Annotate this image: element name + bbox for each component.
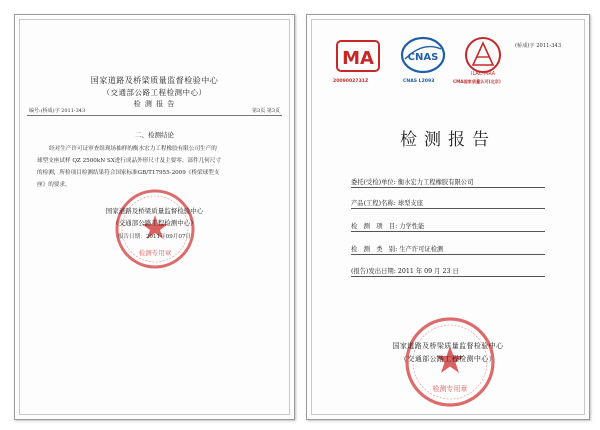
cnas-label: CNAS — [407, 52, 439, 63]
field-test-type — [351, 244, 443, 253]
cma-label: MA — [342, 48, 374, 69]
report-conclusion-page — [14, 14, 295, 420]
conclusion-line: 座》的要求。 — [37, 182, 71, 188]
cma-number: 2009002731Z — [333, 79, 369, 84]
field-value: 力学性能 — [399, 223, 425, 230]
conclusion-line: 球型支座试样 QZ 2500kN SX进行成品外形尺寸及主要零、部件几何尺寸 — [37, 158, 221, 164]
doc-title: 检 测 报 告 — [133, 100, 176, 108]
cnas-number: CNAS L2093 — [403, 79, 435, 84]
field-underline — [351, 276, 545, 277]
field-label: 检 测 项 目: — [351, 223, 398, 230]
report-cover-page — [306, 14, 590, 420]
field-label: (报告)发出日期: — [351, 268, 396, 275]
field-client — [351, 177, 473, 186]
field-value: 2011 年 09 月 23 日 — [397, 268, 459, 275]
field-test-item — [351, 221, 424, 230]
org-subtitle: （交通部公路工程检测中心） — [102, 88, 207, 97]
header-rule — [27, 115, 282, 116]
field-underline — [351, 254, 545, 255]
official-seal — [113, 187, 197, 271]
seal-text: 检测专用章 — [432, 385, 468, 393]
section-heading: 二、检测结论 — [135, 131, 174, 139]
field-value: 衡水宏力工程橡胶有限公司 — [397, 179, 474, 186]
seal-text: 检测专用章 — [138, 249, 172, 257]
report-code: (桥成)字 2011-343 — [515, 43, 562, 49]
cnas-logo-icon — [399, 35, 447, 77]
ilac-logo-icon — [459, 35, 507, 77]
field-label: 检 测 类 别: — [351, 246, 398, 253]
org-title: 国家道路及桥梁质量监督检验中心 — [90, 76, 219, 85]
report-date: 报告日期：2011年09月07日 — [117, 234, 192, 240]
field-issue-date — [351, 266, 459, 275]
field-value: 球型支座 — [397, 200, 424, 207]
field-underline — [351, 187, 545, 188]
field-product — [351, 198, 423, 207]
conclusion-line: 的检测，所检项目检测结果符合国家标准GB/T17955-2009《桥梁球型支 — [37, 170, 220, 176]
ilac-label: ILAC-MRA — [470, 71, 496, 77]
org-line1: 国家道路及桥梁质量监督检验中心 — [392, 342, 504, 350]
stamp-org-line1: 国家道路及桥梁质量监督检验中心 — [105, 207, 204, 215]
doc-number: 编号:(桥成)字 2011-343 — [29, 108, 86, 114]
field-value: 生产许可证检测 — [399, 246, 444, 253]
field-label: 产品(工程)名称: — [351, 200, 396, 207]
conclusion-line: 经对生产许可证审查组现场抽样的衡水宏力工程橡胶有限公司生产的 — [49, 146, 217, 152]
page-number: 第3页 第3页 — [252, 108, 280, 114]
org-line2: （交通部公路工程检测中心） — [399, 355, 497, 363]
field-underline — [351, 208, 545, 209]
stamp-org-line2: （交通部公路工程检测中心） — [112, 219, 197, 227]
ilac-number: CMA国家质量认可(北京) — [453, 79, 501, 84]
cma-logo-icon — [335, 37, 381, 77]
report-title: 检测报告 — [400, 130, 496, 150]
field-label: 委托(受检)单位: — [351, 179, 396, 186]
field-underline — [351, 231, 545, 232]
